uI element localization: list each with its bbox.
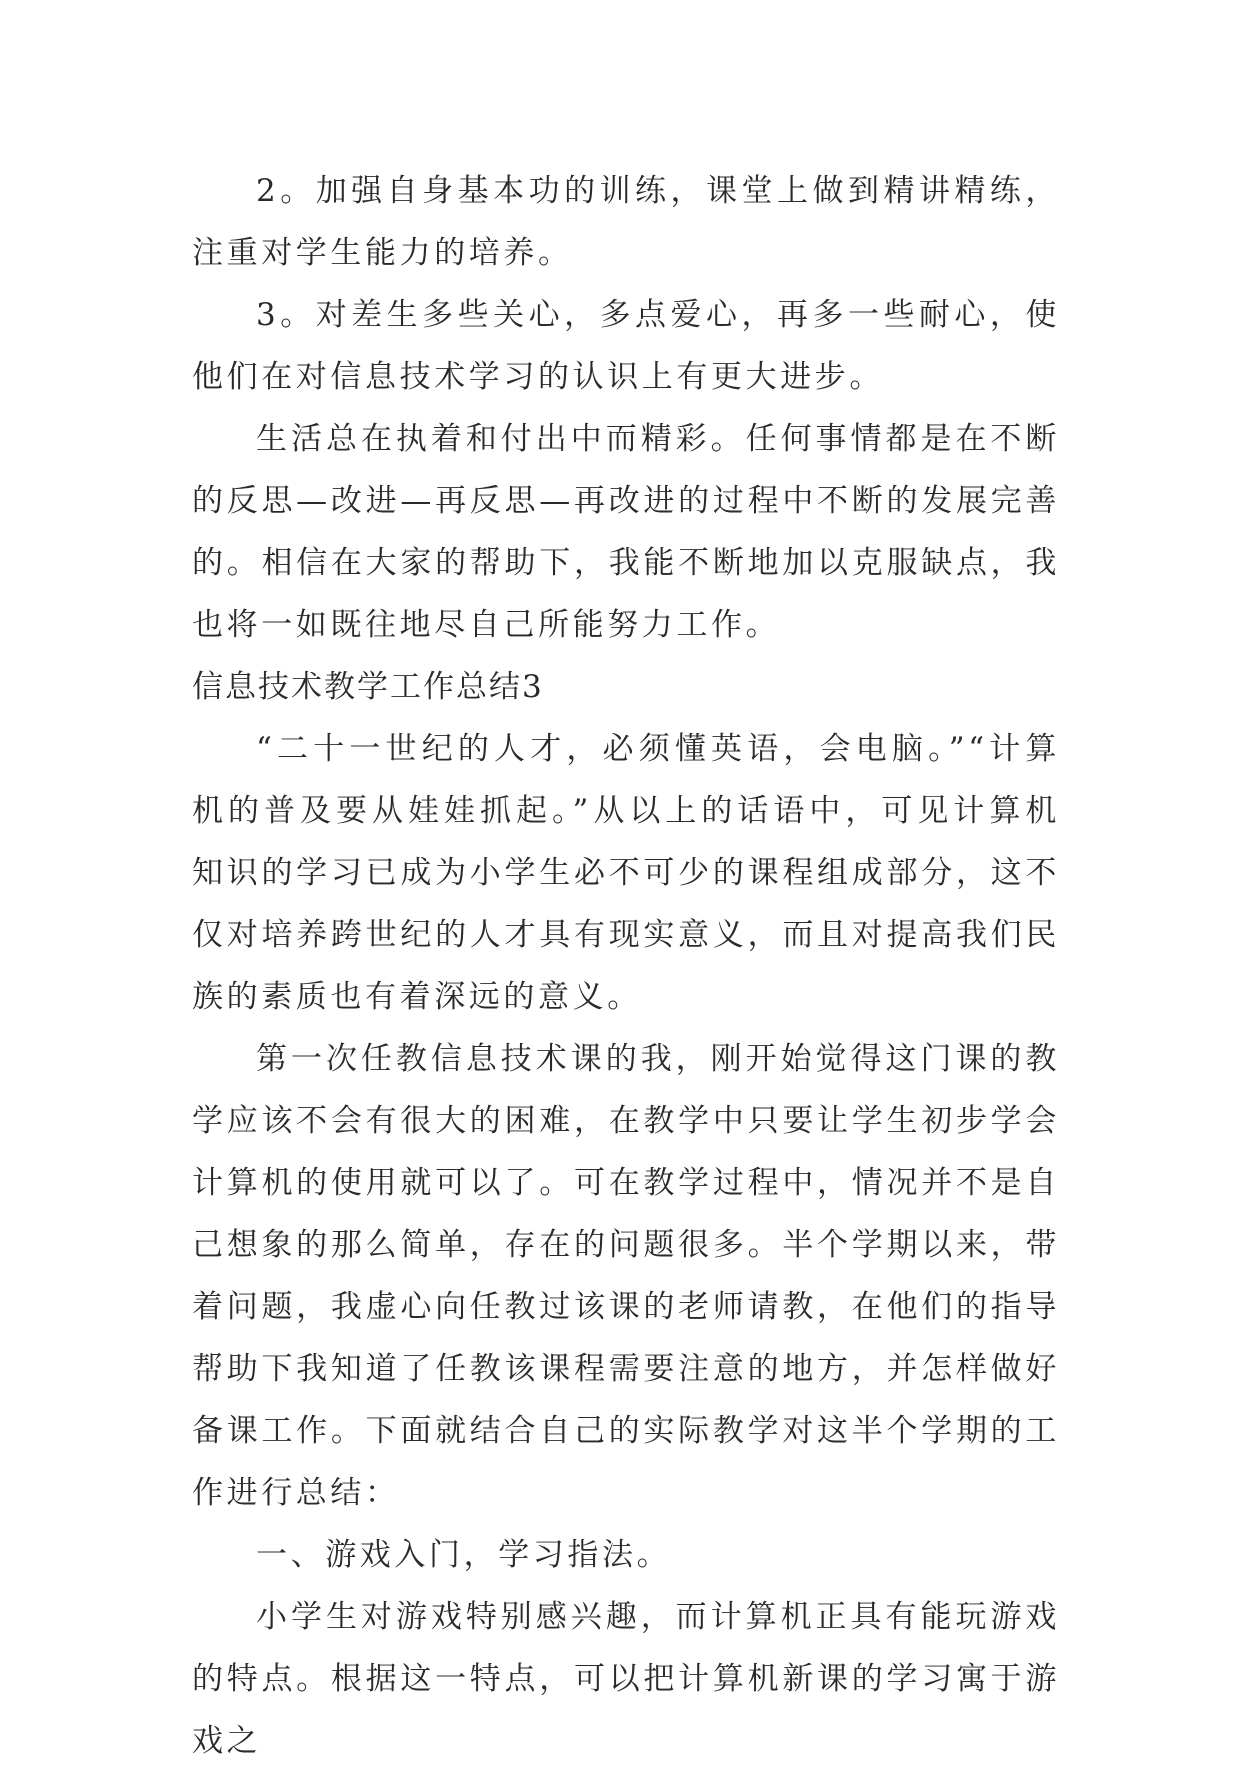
section-title: 信息技术教学工作总结3	[192, 669, 544, 705]
paragraph-item-2: 2。加强自身基本功的训练，课堂上做到精讲精练，注重对学生能力的培养。	[192, 173, 1060, 271]
paragraph-conclusion: 生活总在执着和付出中而精彩。任何事情都是在不断的反思—改进—再反思—再改进的过程中不断的发展完善的。相信在大家的帮助下，我能不断地加以克服缺点，我也将一如既往地尽自己所能努力工作。	[192, 421, 1060, 643]
paragraph-intro: “二十一世纪的人才，必须懂英语，会电脑。”“计算机的普及要从娃娃抓起。”从以上的话语中，可见计算机知识的学习已成为小学生必不可少的课程组成部分，这不仅对培养跨世纪的人才具有现实意义，而且对提高我们民族的素质也有着深远的意义。	[192, 731, 1060, 1015]
paragraph-games: 小学生对游戏特别感兴趣，而计算机正具有能玩游戏的特点。根据这一特点，可以把计算机新课的学习寓于游戏之	[192, 1599, 1060, 1759]
paragraph-first-teaching: 第一次任教信息技术课的我，刚开始觉得这门课的教学应该不会有很大的困难，在教学中只要让学生初步学会计算机的使用就可以了。可在教学过程中，情况并不是自己想象的那么简单，存在的问题很多。半个学期以来，带着问题，我虚心向任教过该课的老师请教，在他们的指导帮助下我知道了任教该课程需要注意的地方，并怎样做好备课工作。下面就结合自己的实际教学对这半个学期的工作进行总结：	[192, 1041, 1060, 1511]
subsection-heading: 一、游戏入门，学习指法。	[256, 1537, 672, 1573]
document-page	[192, 160, 1060, 1772]
paragraph-item-3: 3。对差生多些关心，多点爱心，再多一些耐心，使他们在对信息技术学习的认识上有更大进步。	[192, 297, 1060, 395]
